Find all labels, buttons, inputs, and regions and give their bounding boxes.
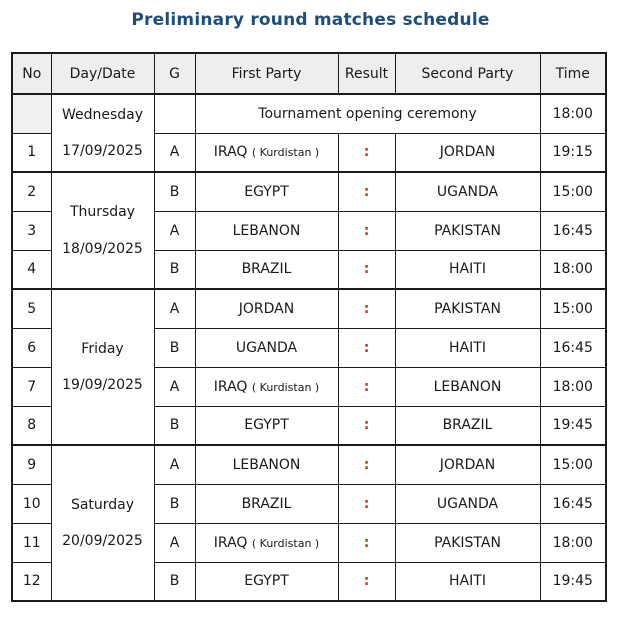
group-cell: A (154, 445, 195, 484)
date-label: 19/09/2025 (62, 377, 143, 393)
result-separator: : (363, 144, 370, 161)
result-cell (338, 562, 395, 601)
group-cell: A (154, 289, 195, 328)
no-cell (12, 94, 51, 133)
time-cell: 15:00 (540, 172, 606, 211)
no-cell: 10 (12, 484, 51, 523)
first-party-name: UGANDA (235, 339, 298, 356)
day-date-gap (52, 357, 154, 377)
no-cell: 12 (12, 562, 51, 601)
time-cell: 19:15 (540, 133, 606, 172)
header-day-date: Day/Date (51, 53, 154, 94)
second-party-cell: PAKISTAN (395, 211, 540, 250)
page-title: Preliminary round matches schedule (131, 10, 490, 30)
result-cell (338, 367, 395, 406)
result-separator: : (363, 378, 370, 395)
first-party-cell (195, 211, 338, 250)
group-cell: B (154, 328, 195, 367)
no-cell: 7 (12, 367, 51, 406)
first-party-note: ( Kurdistan ) (251, 146, 320, 160)
first-party-name: LEBANON (232, 456, 301, 473)
result-cell (338, 484, 395, 523)
first-party-note: ( Kurdistan ) (251, 536, 320, 550)
second-party-cell: PAKISTAN (395, 289, 540, 328)
first-party-cell (195, 406, 338, 445)
group-cell: B (154, 250, 195, 289)
time-cell: 19:45 (540, 562, 606, 601)
result-separator: : (363, 534, 370, 551)
header-group: G (154, 53, 195, 94)
result-separator: : (363, 300, 370, 317)
second-party-cell: HAITI (395, 562, 540, 601)
result-cell (338, 289, 395, 328)
first-party-cell (195, 523, 338, 562)
header-time: Time (540, 53, 606, 94)
time-cell: 15:00 (540, 445, 606, 484)
header-row (12, 53, 606, 94)
time-cell: 18:00 (540, 367, 606, 406)
header-second-party: Second Party (395, 53, 540, 94)
day-date-cell (51, 289, 154, 445)
table-row (12, 172, 606, 211)
first-party-cell (195, 172, 338, 211)
day-date-cell (51, 172, 154, 289)
first-party-name: EGYPT (244, 183, 289, 200)
second-party-cell: HAITI (395, 250, 540, 289)
result-separator: : (363, 183, 370, 200)
second-party-cell: JORDAN (395, 445, 540, 484)
group-cell: B (154, 562, 195, 601)
no-cell: 2 (12, 172, 51, 211)
day-date-gap (52, 123, 154, 143)
group-cell: B (154, 172, 195, 211)
first-party-name: IRAQ (213, 144, 248, 161)
header-result: Result (338, 53, 395, 94)
day-date-gap (52, 221, 154, 241)
first-party-cell (195, 328, 338, 367)
no-cell: 3 (12, 211, 51, 250)
first-party-name: JORDAN (238, 300, 295, 317)
schedule-body (12, 94, 606, 601)
first-party-name: BRAZIL (241, 495, 292, 512)
no-cell: 11 (12, 523, 51, 562)
first-party-name: EGYPT (244, 417, 289, 434)
first-party-name: LEBANON (232, 222, 301, 239)
result-separator: : (363, 339, 370, 356)
first-party-note: ( Kurdistan ) (251, 380, 320, 394)
second-party-cell: UGANDA (395, 172, 540, 211)
second-party-cell: UGANDA (395, 484, 540, 523)
table-row (12, 445, 606, 484)
first-party-name: IRAQ (213, 378, 248, 395)
first-party-cell (195, 484, 338, 523)
result-cell (338, 250, 395, 289)
day-label: Thursday (69, 204, 136, 221)
time-cell: 15:00 (540, 289, 606, 328)
second-party-cell: JORDAN (395, 133, 540, 172)
group-cell (154, 94, 195, 133)
first-party-cell (195, 133, 338, 172)
no-cell: 1 (12, 133, 51, 172)
first-party-name: BRAZIL (241, 261, 292, 278)
ceremony-time: 18:00 (540, 94, 606, 133)
first-party-name: EGYPT (244, 573, 289, 590)
result-cell (338, 211, 395, 250)
time-cell: 18:00 (540, 523, 606, 562)
result-cell (338, 406, 395, 445)
first-party-cell (195, 367, 338, 406)
date-label: 17/09/2025 (62, 143, 143, 159)
result-cell (338, 328, 395, 367)
result-cell (338, 523, 395, 562)
result-separator: : (363, 573, 370, 590)
group-cell: A (154, 367, 195, 406)
second-party-cell: BRAZIL (395, 406, 540, 445)
result-separator: : (363, 261, 370, 278)
result-cell (338, 133, 395, 172)
day-date-gap (52, 513, 154, 533)
second-party-cell: LEBANON (395, 367, 540, 406)
header-first-party: First Party (195, 53, 338, 94)
result-cell (338, 172, 395, 211)
group-cell: B (154, 484, 195, 523)
result-separator: : (363, 456, 370, 473)
group-cell: B (154, 406, 195, 445)
table-row (12, 289, 606, 328)
no-cell: 9 (12, 445, 51, 484)
first-party-cell (195, 289, 338, 328)
first-party-cell (195, 445, 338, 484)
day-label: Saturday (70, 496, 135, 513)
result-separator: : (363, 495, 370, 512)
day-label: Friday (81, 340, 124, 357)
date-label: 20/09/2025 (62, 533, 143, 549)
no-cell: 5 (12, 289, 51, 328)
first-party-cell (195, 562, 338, 601)
result-cell (338, 445, 395, 484)
day-label: Wednesday (61, 106, 144, 123)
first-party-name: IRAQ (213, 534, 248, 551)
time-cell: 16:45 (540, 484, 606, 523)
ceremony-row (12, 94, 606, 133)
result-separator: : (363, 222, 370, 239)
second-party-cell: PAKISTAN (395, 523, 540, 562)
group-cell: A (154, 133, 195, 172)
no-cell: 4 (12, 250, 51, 289)
time-cell: 16:45 (540, 328, 606, 367)
time-cell: 16:45 (540, 211, 606, 250)
second-party-cell: HAITI (395, 328, 540, 367)
no-cell: 6 (12, 328, 51, 367)
date-label: 18/09/2025 (62, 240, 143, 257)
time-cell: 19:45 (540, 406, 606, 445)
day-date-cell (51, 445, 154, 601)
group-cell: A (154, 523, 195, 562)
no-cell: 8 (12, 406, 51, 445)
first-party-cell (195, 250, 338, 289)
ceremony-label: Tournament opening ceremony (195, 94, 540, 133)
schedule-table (11, 52, 607, 602)
day-date-cell (51, 94, 154, 172)
group-cell: A (154, 211, 195, 250)
time-cell: 18:00 (540, 250, 606, 289)
header-no: No (12, 53, 51, 94)
result-separator: : (363, 417, 370, 434)
